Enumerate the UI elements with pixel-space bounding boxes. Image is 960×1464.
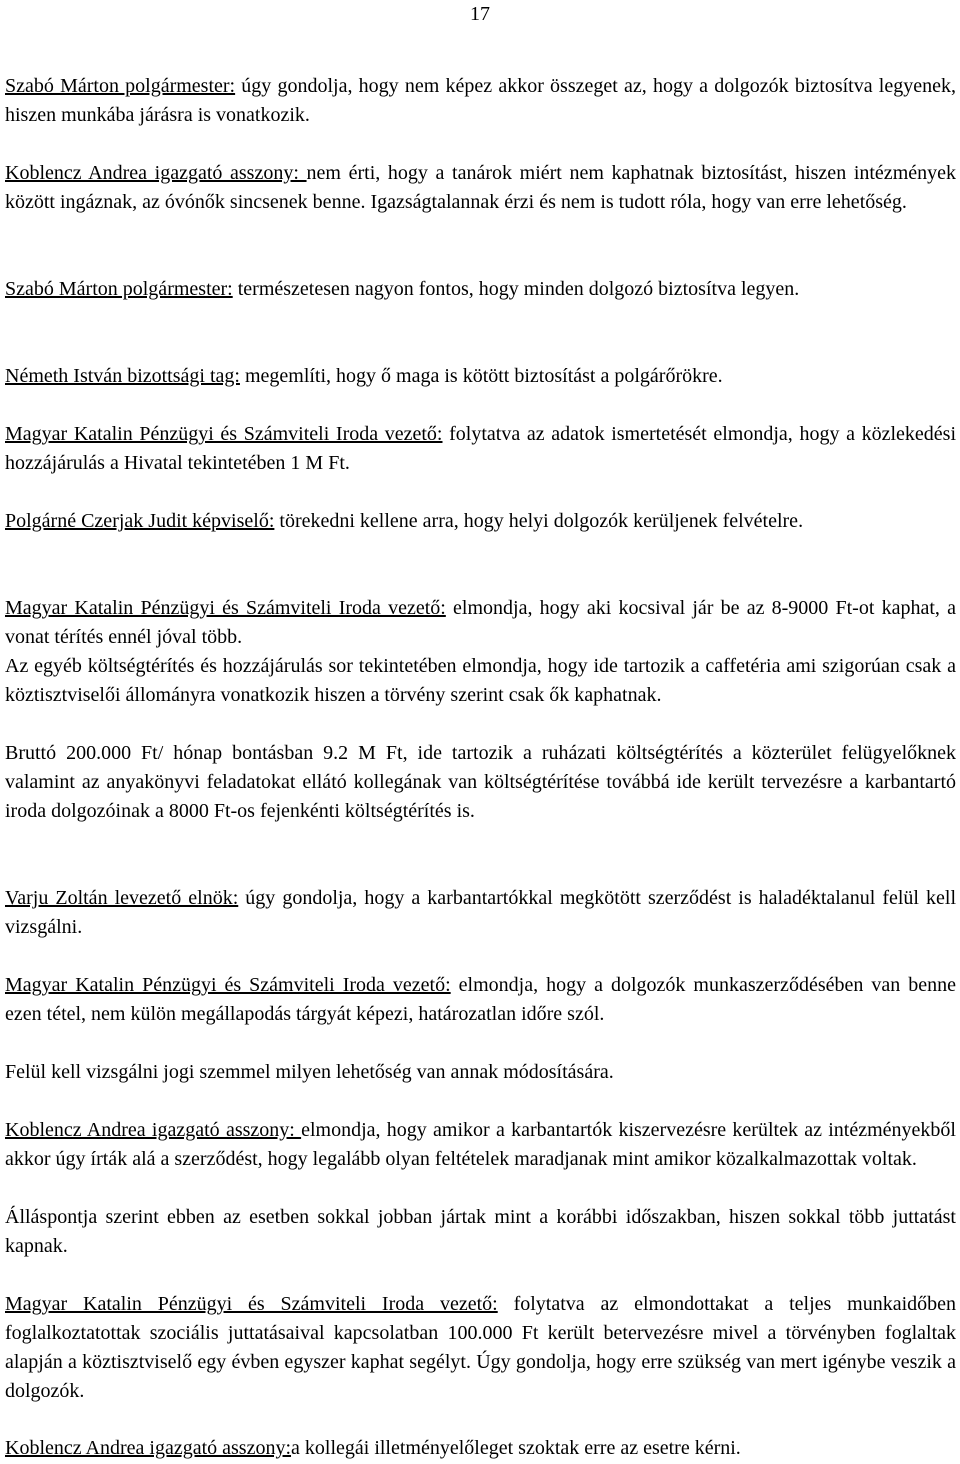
paragraph-text: megemlíti, hogy ő maga is kötött biztosítást a polgárőrökre.: [239, 365, 723, 387]
speaker-name: Magyar Katalin Pénzügyi és Számviteli Iroda vezető:: [5, 974, 451, 996]
speaker-name: Koblencz Andrea igazgató asszony:: [5, 1437, 292, 1459]
paragraph: [5, 420, 956, 478]
paragraph-text: elmondja, hogy a dolgozók munkaszerződésében van benne ezen tétel, nem külön megállapodás tárgyát képezi, határozatlan időre szól.: [5, 974, 956, 1025]
paragraph: [5, 739, 956, 826]
speaker-name: Magyar Katalin Pénzügyi és Számviteli Iroda vezető:: [5, 1293, 498, 1315]
paragraph-text: Álláspontja szerint ebben az esetben sokkal jobban jártak mint a korábbi időszakban, hiszen sokkal több juttatást kapnak.: [5, 1206, 956, 1257]
paragraph-text: folytatva az adatok ismertetését elmondja, hogy a közlekedési hozzájárulás a Hivatal tekintetében 1 M Ft.: [5, 423, 957, 474]
paragraph-text: természetesen nagyon fontos, hogy minden dolgozó biztosítva legyen.: [232, 278, 800, 300]
paragraph: [5, 971, 956, 1029]
paragraph-text: elmondja, hogy amikor a karbantartók kiszervezésre kerültek az intézményekből akkor úgy írták alá a szerződést, hogy legalább olyan feltételek maradjanak mint amikor közalkalmazottak voltak.: [5, 1119, 956, 1170]
speaker-name: Szabó Márton polgármester:: [5, 278, 233, 300]
paragraph: [5, 594, 956, 652]
paragraph: [5, 362, 956, 391]
speaker-name: Szabó Márton polgármester:: [5, 75, 236, 97]
speaker-name: Koblencz Andrea igazgató asszony:: [5, 1119, 302, 1141]
paragraph-text: elmondja, hogy aki kocsival jár be az 8-9000 Ft-ot kaphat, a vonat térítés ennél jóval több.: [5, 597, 956, 648]
paragraph: [5, 1116, 956, 1174]
paragraph-text: Felül kell vizsgálni jogi szemmel milyen lehetőség van annak módosítására.: [5, 1061, 614, 1083]
paragraph-text: Bruttó 200.000 Ft/ hónap bontásban 9.2 M Ft, ide tartozik a ruházati költségtérítés a közterület felügyelőknek valamint az anyakönyvi feladatokat ellátó kollegának van költségtérítése továbbá ide került tervezésre a karbantartó iroda dolgozóinak a 8000 Ft-os fejenkénti költségtérítés is.: [5, 742, 956, 822]
paragraph: [5, 884, 956, 942]
paragraph: [5, 1203, 956, 1261]
speaker-name: Németh István bizottsági tag:: [5, 365, 240, 387]
paragraph: [5, 507, 956, 536]
speaker-name: Varju Zoltán levezető elnök:: [5, 887, 239, 909]
paragraph-text: Az egyéb költségtérítés és hozzájárulás sor tekintetében elmondja, hogy ide tartozik a caffetéria ami szigorúan csak a köztisztviselői állományra vonatkozik hiszen a törvény szerint csak ők kaphatnak.: [5, 655, 956, 706]
speaker-name: Polgárné Czerjak Judit képviselő:: [5, 510, 275, 532]
page-number: 17: [470, 3, 490, 25]
paragraph-text: úgy gondolja, hogy nem képez akkor összeget az, hogy a dolgozók biztosítva legyenek, hiszen munkába járásra is vonatkozik.: [5, 75, 956, 126]
paragraph: [5, 72, 956, 130]
paragraph-text: a kollegái illetményelőleget szoktak erre az esetre kérni.: [291, 1437, 741, 1459]
speaker-name: Magyar Katalin Pénzügyi és Számviteli Iroda vezető:: [5, 423, 443, 445]
paragraph: [5, 1058, 956, 1087]
paragraph-text: nem érti, hogy a tanárok miért nem kaphatnak biztosítást, hiszen intézmények között ingáznak, az óvónők sincsenek benne. Igazságtalannak érzi és nem is tudott róla, hogy van erre lehetőség.: [5, 162, 956, 213]
paragraph: [5, 159, 956, 217]
paragraph: [5, 652, 956, 710]
paragraph-text: úgy gondolja, hogy a karbantartókkal megkötött szerződést is haladéktalanul felül kell vizsgálni.: [5, 887, 956, 938]
paragraph: [5, 1434, 956, 1463]
paragraph-text: törekedni kellene arra, hogy helyi dolgozók kerüljenek felvételre.: [274, 510, 804, 532]
speaker-name: Koblencz Andrea igazgató asszony:: [5, 162, 307, 184]
paragraph-text: folytatva az elmondottakat a teljes munkaidőben foglalkoztatottak szociális juttatásaival kapcsolatban 100.000 Ft került betervezésre mivel a törvényben foglaltak alapján a köztisztviselő egy évben egyszer kaphat segélyt. Úgy gondolja, hogy erre szükség van mert igénybe veszik a dolgozók.: [5, 1293, 957, 1402]
speaker-name: Magyar Katalin Pénzügyi és Számviteli Iroda vezető:: [5, 597, 446, 619]
paragraph: [5, 1290, 956, 1406]
paragraph: [5, 275, 956, 304]
